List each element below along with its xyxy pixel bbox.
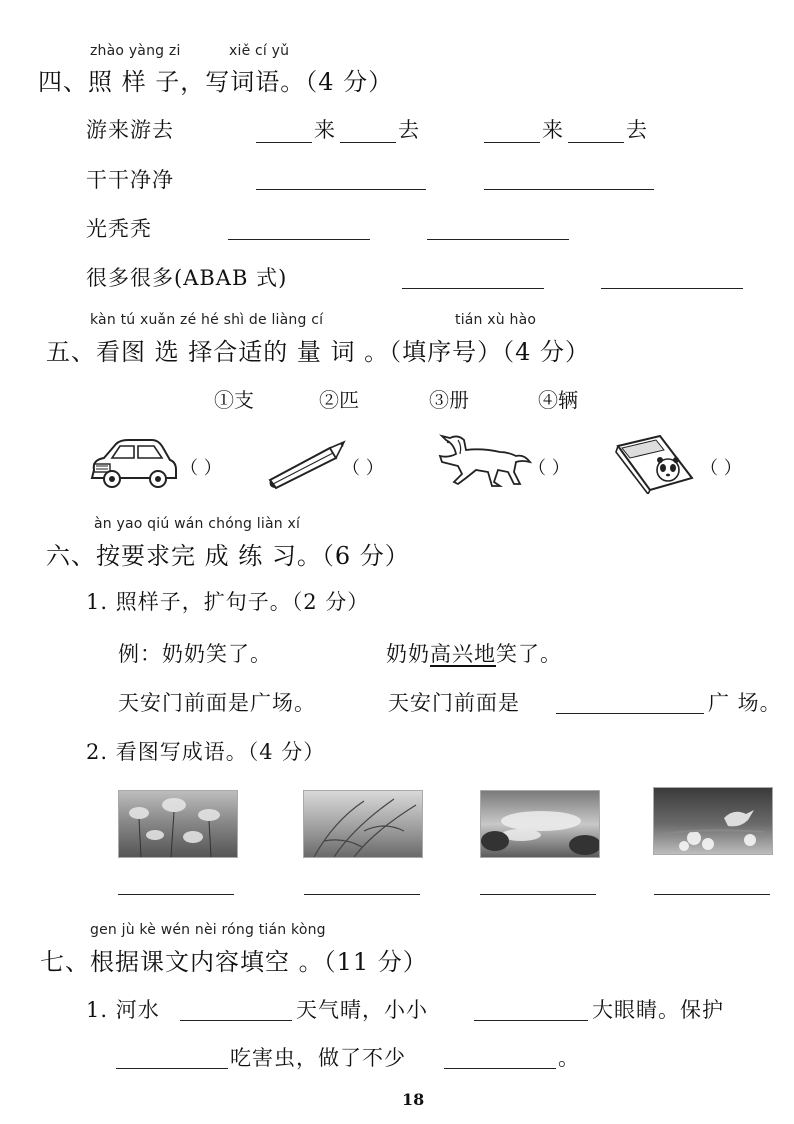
s4-pinyin-a: zhào yàng zi [90,43,181,59]
s4-row1-lai-1: 来 [314,118,336,142]
s7-line1-c: 大眼睛。保护 [592,998,724,1022]
s6-pinyin: àn yao qiú wán chóng liàn xí [94,516,301,532]
s5-option-1: ①支 [214,388,254,412]
s5-pinyin-b: tián xù hào [455,312,537,328]
s6-example-answer [386,638,562,668]
s7-blank-2[interactable] [474,1020,588,1021]
lotus-photo [118,790,238,858]
s4-row2-blank-1[interactable] [256,189,426,190]
s4-row1-qu-2: 去 [626,118,648,142]
bird-photo [653,787,773,855]
s5-pinyin-a: kàn tú xuǎn zé hé shì de liàng cí [90,312,324,328]
s5-paren-4[interactable]: （ ） [700,458,742,479]
s4-row2-label: 干干净净 [86,168,174,192]
s6-q2: 2. 看图写成语。（4 分） [86,740,326,764]
s6-title: 六、按要求完 成 练 习。（6 分） [46,542,410,570]
s5-title: 五、看图 选 择合适的 量 词 。（填序号）（4 分） [46,338,591,366]
s7-pinyin: gen jù kè wén nèi róng tián kòng [90,922,326,938]
s5-paren-3[interactable]: （ ） [528,458,570,479]
car-icon [88,434,178,492]
s6-example-answer-underlined: 高兴地 [430,642,496,666]
s4-row1-lai-2: 来 [542,118,564,142]
s7-blank-1[interactable] [180,1020,292,1021]
idiom-blank-1[interactable] [118,894,234,895]
s5-paren-2[interactable]: （ ） [342,458,384,479]
s6-example-label: 例：奶奶笑了。 [118,642,272,666]
s4-title: 四、照 样 子，写词语。（4 分） [38,68,394,96]
s5-option-4: ④辆 [538,388,578,412]
s7-blank-4[interactable] [444,1068,556,1069]
waterfall-photo [480,790,600,858]
s7-blank-3[interactable] [116,1068,228,1069]
s6-task-b-pre: 天安门前面是 [388,691,520,715]
idiom-blank-2[interactable] [304,894,420,895]
s6-task-a: 天安门前面是广场。 [118,691,316,715]
s6-q1: 1. 照样子，扩句子。（2 分） [86,590,370,614]
s4-row1-blank-4[interactable] [568,142,624,143]
s7-line2-b: 。 [558,1046,580,1070]
s4-row4-label: 很多很多(ABAB 式) [86,266,288,290]
s7-line1-a: 1. 河水 [86,998,160,1022]
s6-example-answer-a: 奶奶 [386,642,430,666]
s6-example-answer-b: 笑了。 [496,642,562,666]
s4-pinyin-b: xiě cí yǔ [229,43,290,59]
s7-title: 七、根据课文内容填空 。（11 分） [40,948,428,976]
idiom-blank-4[interactable] [654,894,770,895]
s4-row3-blank-2[interactable] [427,239,569,240]
s7-line2-a: 吃害虫，做了不少 [230,1046,406,1070]
book-icon [614,434,696,494]
s6-task-blank[interactable] [556,713,704,714]
s4-row1-label: 游来游去 [86,118,174,142]
pencil-icon [266,440,346,490]
horse-icon [436,432,532,492]
s4-row2-blank-2[interactable] [484,189,654,190]
s4-row3-blank-1[interactable] [228,239,370,240]
page-number: 18 [402,1090,425,1109]
s4-row4-blank-2[interactable] [601,288,743,289]
s4-row3-label: 光秃秃 [86,217,152,241]
s7-line1-b: 天气晴，小小 [296,998,428,1022]
idiom-blank-3[interactable] [480,894,596,895]
s4-row1-blank-2[interactable] [340,142,396,143]
s4-row1-blank-1[interactable] [256,142,312,143]
tree-photo [303,790,423,858]
s4-row1-qu-1: 去 [398,118,420,142]
s5-option-3: ③册 [429,388,469,412]
s5-option-2: ②匹 [319,388,359,412]
s6-task-b-post: 广 场。 [708,691,782,715]
s4-row1-blank-3[interactable] [484,142,540,143]
s5-paren-1[interactable]: （ ） [180,458,222,479]
s4-row4-blank-1[interactable] [402,288,544,289]
